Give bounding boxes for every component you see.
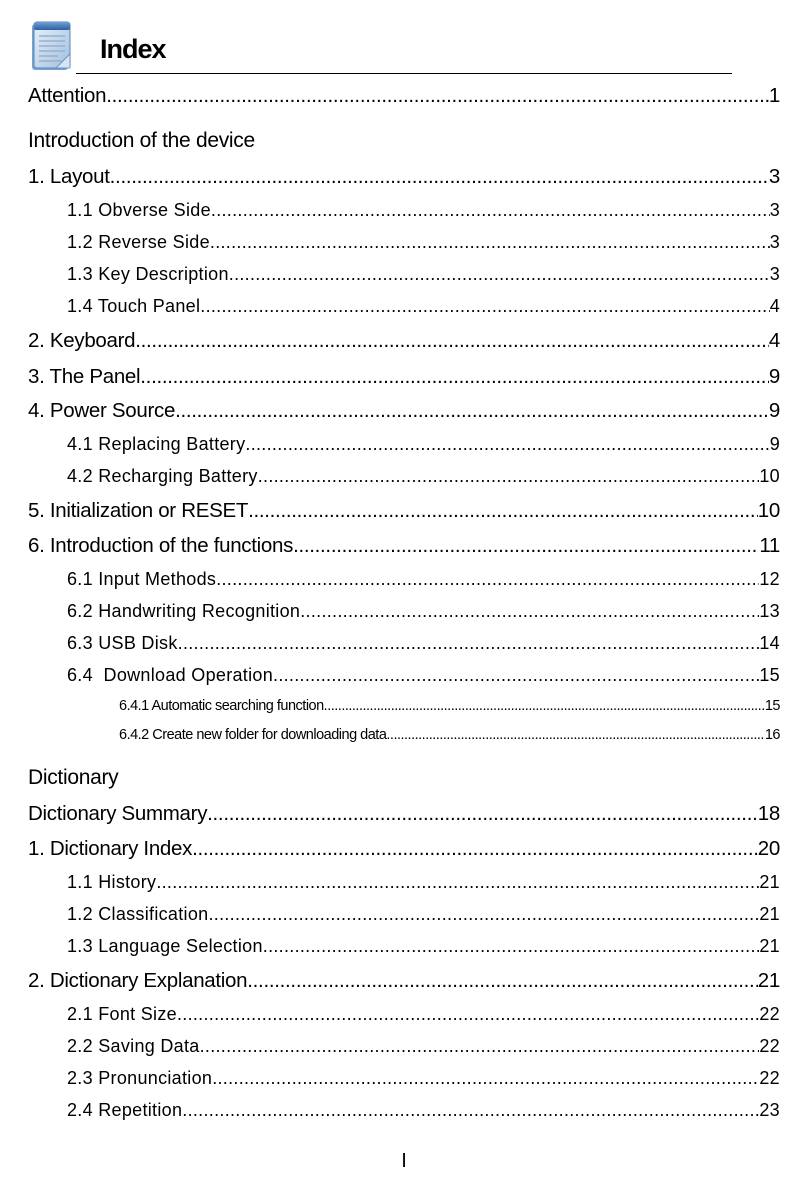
- toc-entry[interactable]: Dictionary Summary ..... 18: [28, 802, 780, 826]
- toc-entry[interactable]: 4.2 Recharging Battery ..... 10: [67, 466, 780, 487]
- notepad-icon: [28, 18, 74, 74]
- toc-entry[interactable]: 2. Keyboard ..... 4: [28, 329, 780, 353]
- toc-entry[interactable]: 1.3 Language Selection ..... 21: [67, 936, 780, 957]
- toc-entry[interactable]: 2.1 Font Size ..... 22: [67, 1004, 780, 1025]
- toc-entry[interactable]: 2.3 Pronunciation ..... 22: [67, 1068, 780, 1089]
- toc-entry[interactable]: Attention ..... 1: [28, 84, 780, 108]
- toc-entry[interactable]: 2. Dictionary Explanation ..... 21: [28, 969, 780, 993]
- toc-entry[interactable]: 6.2 Handwriting Recognition ..... 13: [67, 601, 780, 622]
- toc-entry[interactable]: 6.1 Input Methods ..... 12: [67, 569, 780, 590]
- toc-entry[interactable]: 1.1 Obverse Side ..... 3: [67, 200, 780, 221]
- toc-entry[interactable]: 5. Initialization or RESET ..... 10: [28, 499, 780, 523]
- toc-entry[interactable]: 6. Introduction of the functions ..... 11: [28, 534, 780, 558]
- toc-entry[interactable]: 2.2 Saving Data ..... 22: [67, 1036, 780, 1057]
- toc-entry[interactable]: 6.4.1 Automatic searching function ..... 15: [119, 698, 780, 714]
- toc-entry[interactable]: 6.4.2 Create new folder for downloading data ..... 16: [119, 727, 780, 743]
- title-rule: [76, 73, 732, 74]
- section-heading: Introduction of the device: [28, 129, 255, 152]
- toc-entry[interactable]: 6.4 Download Operation ..... 15: [67, 665, 780, 686]
- page-number: I: [401, 1150, 407, 1172]
- toc-entry[interactable]: 1.1 History ..... 21: [67, 872, 780, 893]
- toc-entry[interactable]: 2.4 Repetition ..... 23: [67, 1100, 780, 1121]
- toc-entry[interactable]: 1.3 Key Description ..... 3: [67, 264, 780, 285]
- toc-entry[interactable]: 1. Layout ..... 3: [28, 165, 780, 189]
- toc-entry[interactable]: 3. The Panel ..... 9: [28, 365, 780, 389]
- index-header: [28, 18, 732, 78]
- page-title: Index: [100, 34, 166, 64]
- toc-entry[interactable]: 6.3 USB Disk ..... 14: [67, 633, 780, 654]
- toc-entry[interactable]: 1.4 Touch Panel ..... 4: [67, 296, 780, 317]
- toc-entry[interactable]: 1.2 Classification ..... 21: [67, 904, 780, 925]
- toc-entry[interactable]: 4. Power Source ..... 9: [28, 399, 780, 423]
- section-heading: Dictionary: [28, 766, 119, 789]
- toc-entry[interactable]: 4.1 Replacing Battery ..... 9: [67, 434, 780, 455]
- toc-entry[interactable]: 1. Dictionary Index ..... 20: [28, 837, 780, 861]
- toc-entry[interactable]: 1.2 Reverse Side ..... 3: [67, 232, 780, 253]
